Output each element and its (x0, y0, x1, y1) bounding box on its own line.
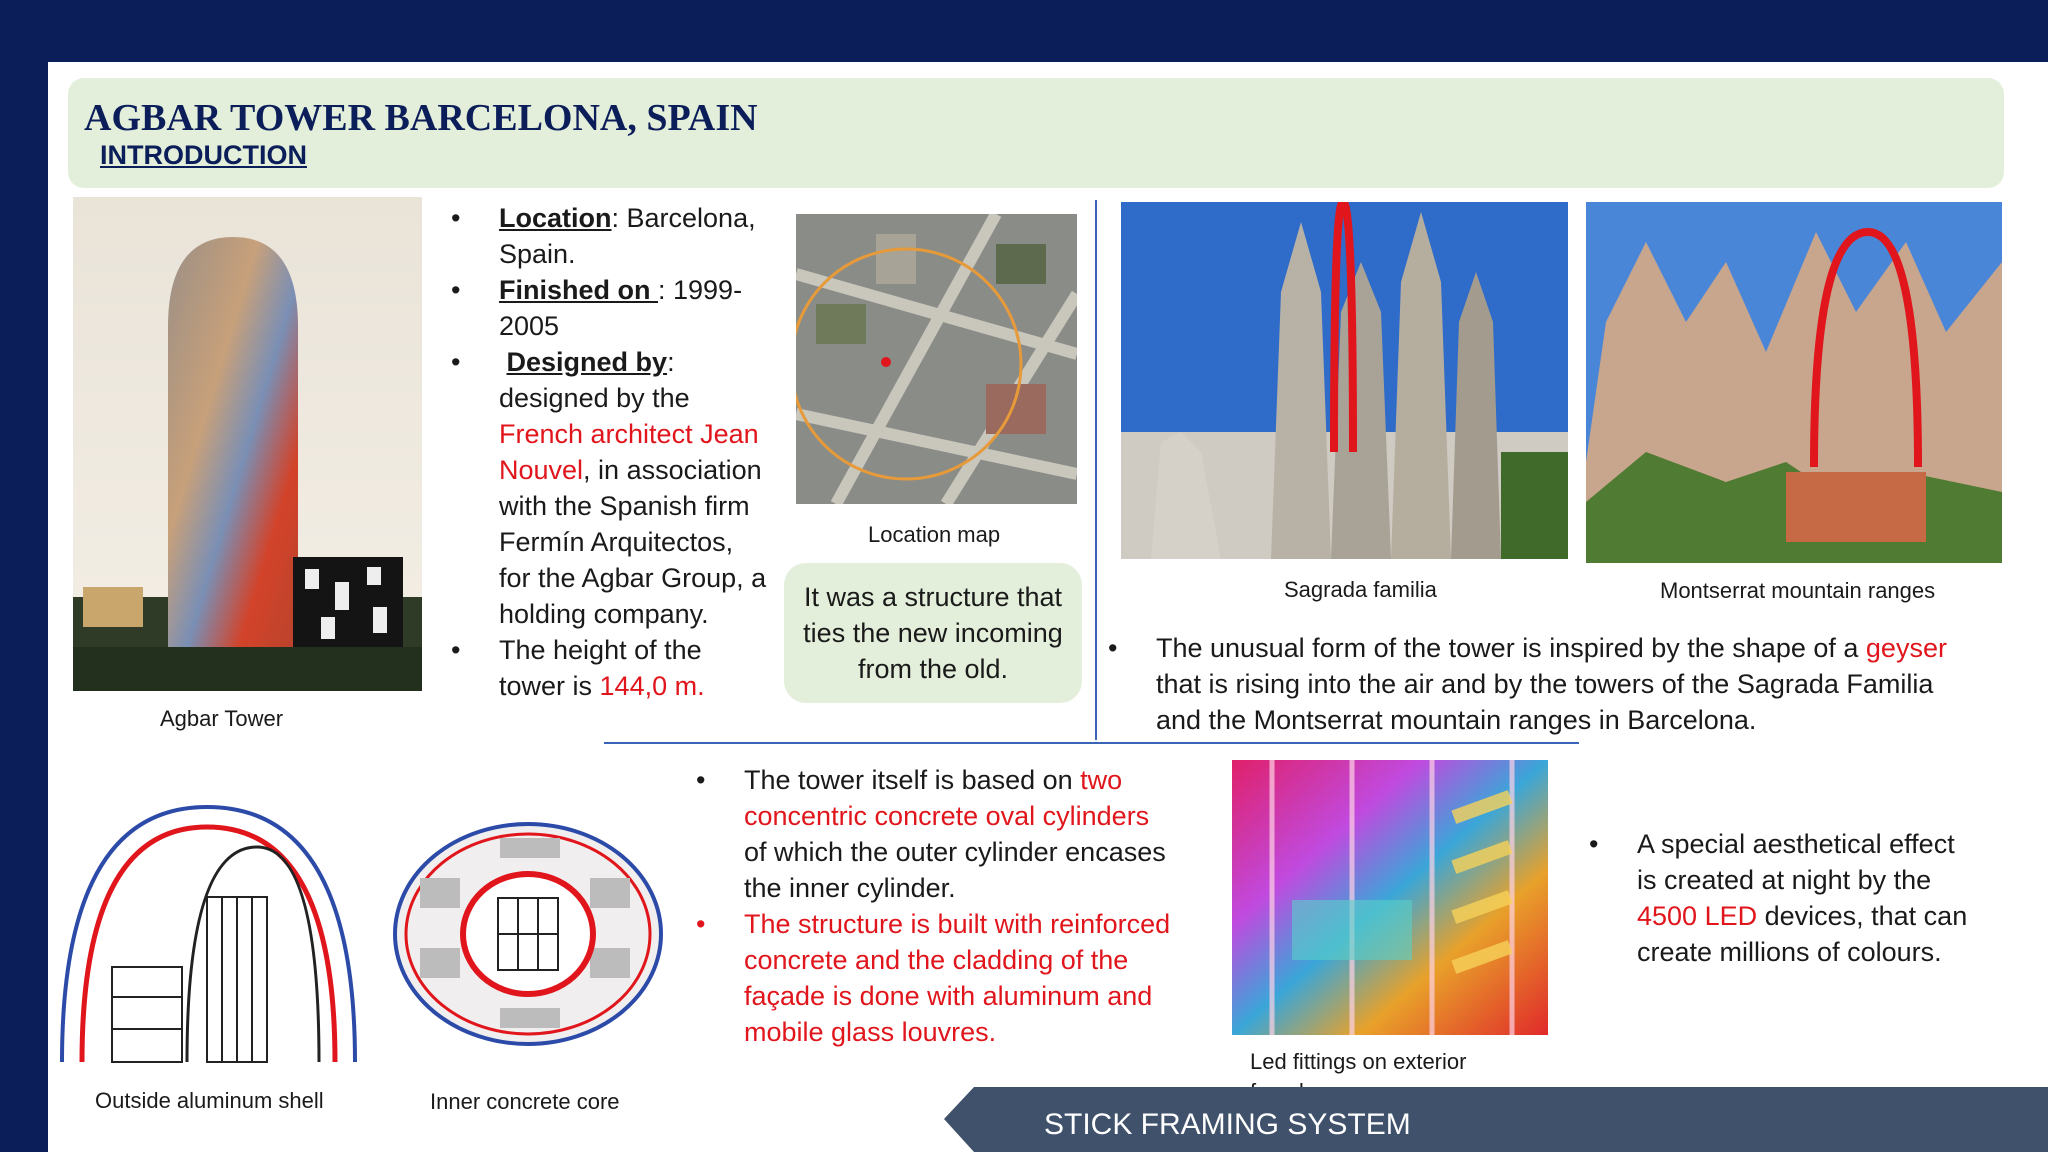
note-text: It was a structure that ties the new incoming from the old. (803, 582, 1063, 684)
vertical-divider (1095, 200, 1097, 740)
led-count: 4500 LED (1637, 901, 1758, 931)
footer-title: STICK FRAMING SYSTEM (1044, 1108, 1411, 1141)
location-item (499, 200, 769, 272)
inspiration-text-b: that is rising into the air and by the towers of the Sagrada Familia and the Montserrat mountain ranges in Barcelona. (1156, 669, 1934, 735)
horizontal-divider (604, 742, 1579, 744)
inner-core-diagram (390, 818, 667, 1050)
finished-label: Finished on (499, 275, 658, 305)
led-caption: Led fittings on exterior (1250, 1049, 1467, 1074)
finished-value: : 1999-2005 (499, 275, 743, 341)
top-band (0, 0, 2000, 62)
led-fittings-photo (1232, 760, 1548, 1035)
designed-label: Designed by (506, 347, 668, 377)
inspiration-text-a: The unusual form of the tower is inspired by the shape of a (1156, 633, 1866, 663)
outside-shell-caption: Outside aluminum shell (95, 1088, 324, 1113)
sagrada-caption: Sagrada familia (1284, 577, 1437, 602)
designed-item (499, 344, 769, 632)
finished-item (499, 272, 769, 344)
designed-colon: : (667, 347, 675, 377)
structure-text-a: The tower itself is based on (744, 765, 1081, 795)
montserrat-photo (1586, 202, 2002, 563)
structure-item-1 (744, 762, 1174, 906)
outside-shell-diagram (57, 797, 360, 1067)
intro-list (499, 200, 769, 704)
structure-text-b: of which the outer cylinder encases the inner cylinder. (744, 837, 1166, 903)
led-item (1637, 826, 1977, 970)
geyser-word: geyser (1865, 633, 1947, 663)
page-title: AGBAR TOWER BARCELONA, SPAIN (84, 97, 758, 139)
montserrat-caption: Montserrat mountain ranges (1660, 578, 1936, 603)
inspiration-list (1156, 630, 1976, 738)
footer-notch (944, 1087, 974, 1152)
section-subtitle: INTRODUCTION (100, 140, 307, 170)
location-map-caption: Location map (868, 522, 1001, 547)
note-box (784, 563, 1082, 703)
structure-text-c: The structure is built with reinforced concrete and the cladding of the façade is done with aluminum and mobile glass louvres. (744, 909, 1171, 1047)
top-arrow-tip (1990, 0, 2024, 62)
structure-item-2 (744, 906, 1174, 1050)
designed-text-b: , in association with the Spanish firm Fermín Arquitectos, for the Agbar Group, a holding company. (499, 455, 767, 629)
inspiration-item (1156, 630, 1976, 738)
location-map-image (796, 214, 1077, 504)
height-item (499, 632, 769, 704)
sagrada-familia-photo (1121, 202, 1568, 559)
agbar-tower-photo (73, 197, 422, 691)
height-value: 144,0 m. (599, 671, 705, 701)
cylinders-phrase: two concentric concrete oval cylinders (744, 765, 1150, 831)
structure-list (744, 762, 1174, 1050)
architect-name: French architect Jean Nouvel (499, 419, 759, 485)
led-list (1637, 826, 1977, 970)
inner-core-caption: Inner concrete core (430, 1089, 620, 1114)
location-value: : Barcelona, Spain. (499, 203, 756, 269)
designed-text-a: designed by the (499, 383, 690, 413)
location-label: Location (499, 203, 612, 233)
height-text: The height of the tower is (499, 635, 702, 701)
agbar-caption: Agbar Tower (160, 706, 284, 731)
led-text-b: devices, that can create millions of colours. (1637, 901, 1968, 967)
led-text-a: A special aesthetical effect is created at night by the (1637, 829, 1955, 895)
